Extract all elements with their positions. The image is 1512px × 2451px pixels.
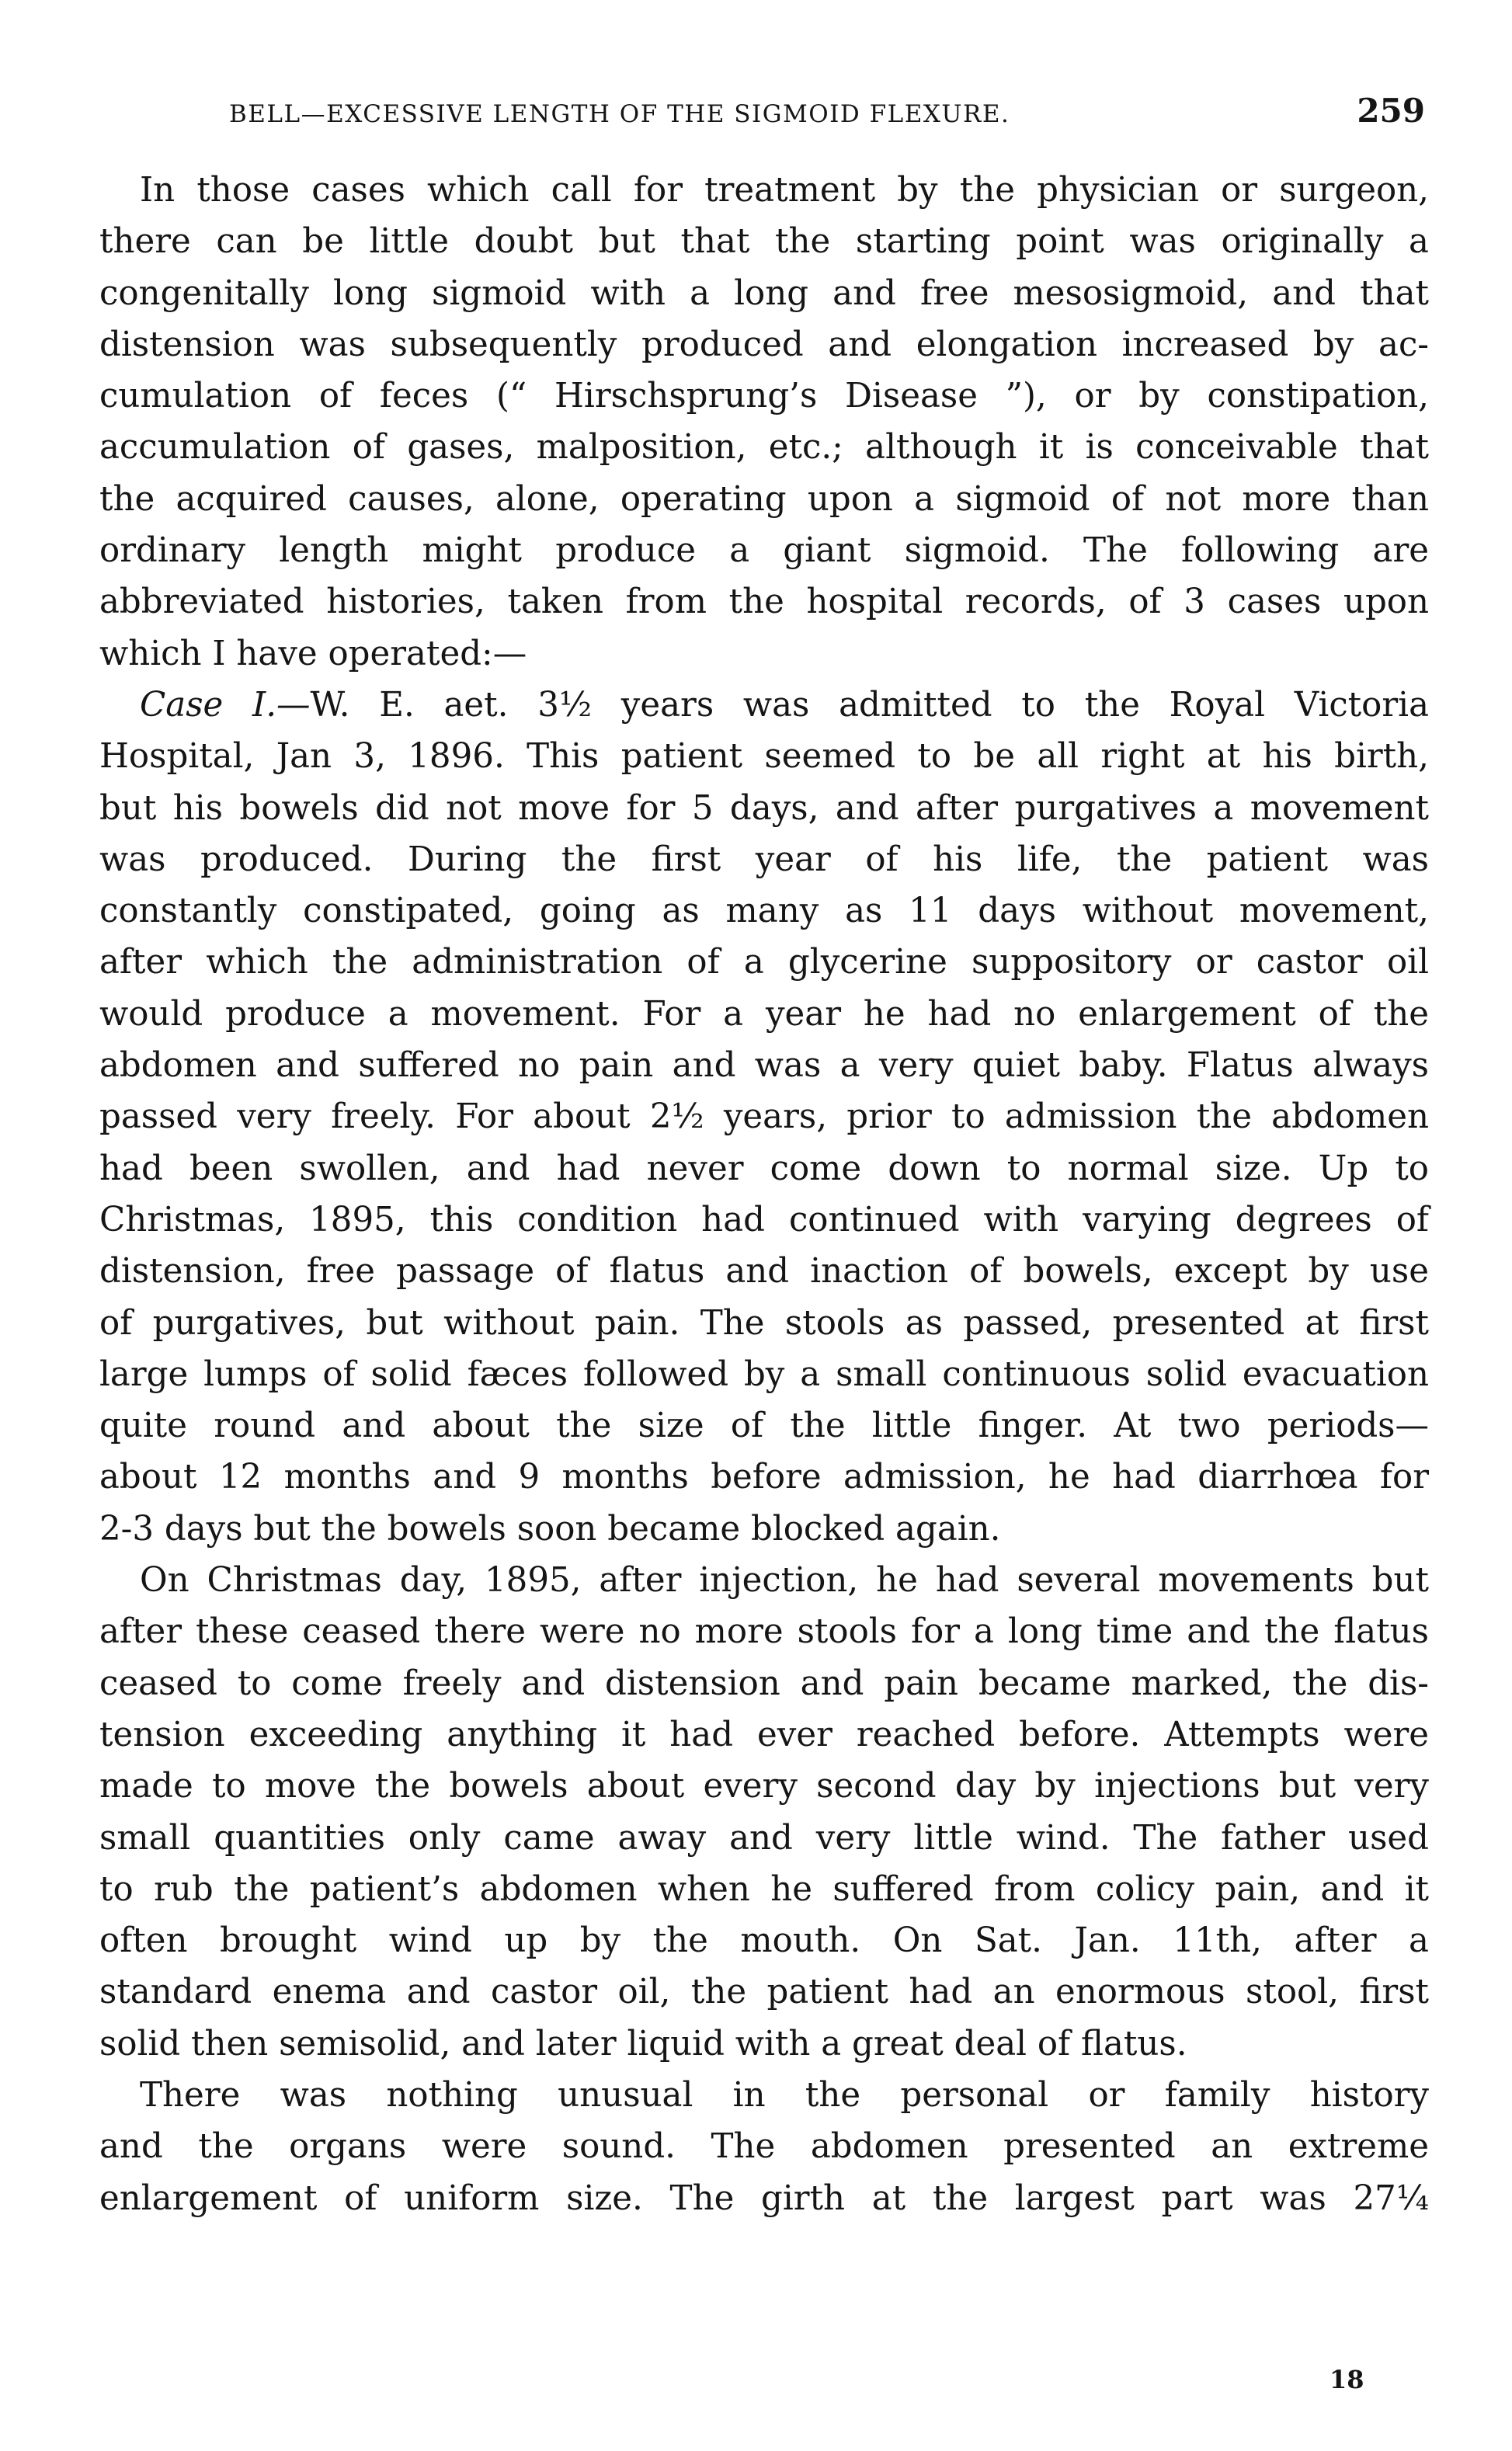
text-line: Hospital, Jan 3, 1896. This patient seemed to be all right at his birth, bbox=[99, 737, 1429, 777]
text-line: abdomen and suffered no pain and was a very quiet baby. Flatus always bbox=[99, 1046, 1429, 1086]
text-line: small quantities only came away and very little wind. The father used bbox=[99, 1818, 1429, 1858]
text-line: was produced. During the first year of his life, the patient was bbox=[99, 840, 1429, 879]
text-line: large lumps of solid fæces followed by a small continuous solid evacuation bbox=[99, 1354, 1429, 1394]
text-line: 2-3 days but the bowels soon became blocked again. bbox=[99, 1509, 1001, 1549]
text-line: ceased to come freely and distension and pain became marked, the dis- bbox=[99, 1664, 1429, 1703]
text-line: the acquired causes, alone, operating upon a sigmoid of not more than bbox=[99, 479, 1429, 519]
text-line: cumulation of feces (“ Hirschsprung’s Disease ”), or by constipation, bbox=[99, 377, 1429, 416]
text-line: accumulation of gases, malposition, etc.; although it is conceivable that bbox=[99, 428, 1429, 468]
case-line-text: W. E. aet. 3½ years was admitted to the Royal Victoria bbox=[310, 685, 1429, 725]
text-line: On Christmas day, 1895, after injection, he had several movements but bbox=[140, 1561, 1429, 1601]
text-line: often brought wind up by the mouth. On Sat. Jan. 11th, after a bbox=[99, 1921, 1429, 1961]
text-line: quite round and about the size of the little finger. At two periods— bbox=[99, 1406, 1429, 1446]
text-line: after these ceased there were no more stools for a long time and the flatus bbox=[99, 1612, 1429, 1652]
text-line: constantly constipated, going as many as 11 days without movement, bbox=[99, 892, 1429, 931]
signature-mark: 18 bbox=[1330, 2365, 1364, 2394]
text-line: about 12 months and 9 months before admission, he had diarrhœa for bbox=[99, 1458, 1429, 1497]
page-header bbox=[229, 92, 1425, 130]
text-line: ordinary length might produce a giant sigmoid. The following are bbox=[99, 531, 1429, 571]
text-line: In those cases which call for treatment by the physician or surgeon, bbox=[140, 171, 1429, 210]
text-line: of purgatives, but without pain. The stools as passed, presented at first bbox=[99, 1303, 1429, 1343]
text-line: abbreviated histories, taken from the hospital records, of 3 cases upon bbox=[99, 582, 1429, 622]
text-line: there can be little doubt but that the starting point was originally a bbox=[99, 222, 1429, 262]
text-line: solid then semisolid, and later liquid with a great deal of flatus. bbox=[99, 2024, 1187, 2063]
text-line: after which the administration of a glycerine suppository or castor oil bbox=[99, 943, 1429, 982]
text-line: made to move the bowels about every second day by injections but very bbox=[99, 1767, 1429, 1806]
text-line: had been swollen, and had never come down to normal size. Up to bbox=[99, 1149, 1429, 1188]
case-line bbox=[99, 680, 1429, 731]
text-line: passed very freely. For about 2½ years, prior to admission the abdomen bbox=[99, 1097, 1429, 1137]
text-line: congenitally long sigmoid with a long and free mesosigmoid, and that bbox=[99, 273, 1429, 313]
body-text bbox=[99, 165, 1429, 2224]
text-line: to rub the patient’s abdomen when he suffered from colicy pain, and it bbox=[99, 1869, 1429, 1909]
text-line: and the organs were sound. The abdomen presented an extreme bbox=[99, 2127, 1429, 2167]
text-line: standard enema and castor oil, the patient had an enormous stool, first bbox=[99, 1973, 1429, 2012]
text-line: would produce a movement. For a year he had no enlargement of the bbox=[99, 994, 1429, 1034]
text-line: enlargement of uniform size. The girth at the largest part was 27¼ bbox=[99, 2178, 1429, 2218]
text-line: tension exceeding anything it had ever reached before. Attempts were bbox=[99, 1715, 1429, 1754]
page-number: 259 bbox=[1357, 92, 1425, 130]
case-label: Case I.— bbox=[140, 685, 311, 725]
text-line: distension was subsequently produced and elongation increased by ac- bbox=[99, 325, 1429, 364]
text-line: There was nothing unusual in the personal or family history bbox=[140, 2075, 1429, 2115]
text-line: but his bowels did not move for 5 days, and after purgatives a movement bbox=[99, 788, 1429, 828]
text-line: Christmas, 1895, this condition had continued with varying degrees of bbox=[99, 1200, 1429, 1239]
running-head: BELL—EXCESSIVE LENGTH OF THE SIGMOID FLEXURE. bbox=[229, 100, 1010, 128]
text-line: distension, free passage of flatus and inaction of bowels, except by use bbox=[99, 1252, 1429, 1292]
text-line: which I have operated:— bbox=[99, 634, 527, 673]
